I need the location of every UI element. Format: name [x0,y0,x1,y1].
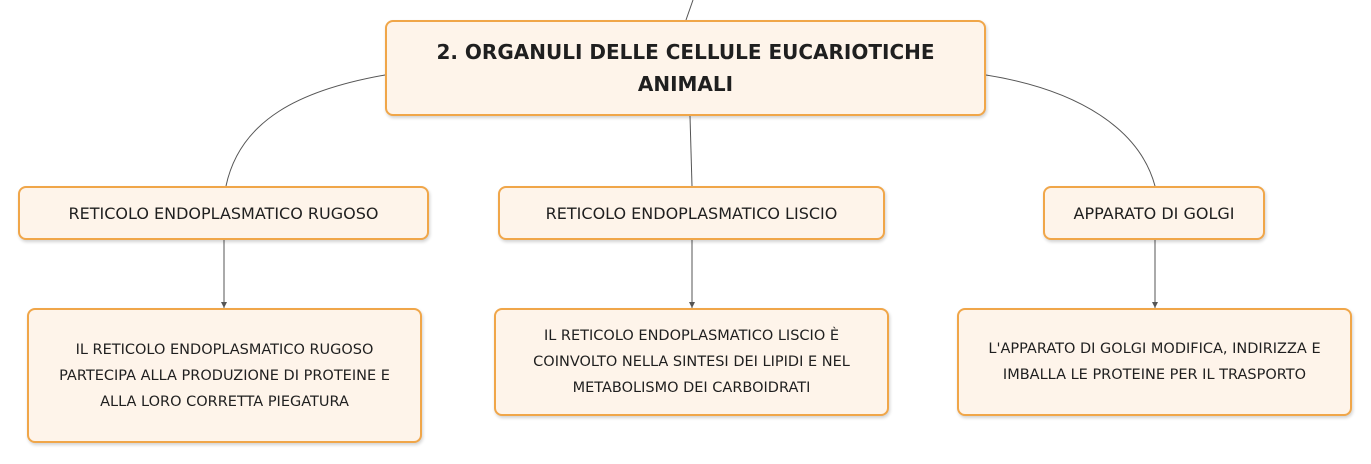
detail-line: L'APPARATO DI GOLGI MODIFICA, INDIRIZZA E [988,341,1321,357]
detail-line: COINVOLTO NELLA SINTESI DEI LIPIDI E NEL [533,354,850,370]
topic-reticolo-liscio[interactable] [498,186,885,240]
topic-apparato-golgi[interactable] [1043,186,1265,240]
topic-apparato-golgi-label: APPARATO DI GOLGI [1073,203,1235,223]
detail-line: METABOLISMO DEI CARBOIDRATI [572,380,811,396]
topic-reticolo-liscio-label: RETICOLO ENDOPLASMATICO LISCIO [545,203,838,223]
detail-reticolo-liscio[interactable] [494,308,889,416]
connector-parent-to-root [686,0,693,20]
topic-reticolo-rugoso-label: RETICOLO ENDOPLASMATICO RUGOSO [68,203,379,223]
detail-reticolo-rugoso[interactable] [27,308,422,443]
topic-reticolo-rugoso[interactable] [18,186,429,240]
detail-line: IL RETICOLO ENDOPLASMATICO RUGOSO [75,341,374,358]
root-topic-node[interactable] [385,20,986,116]
detail-line: IMBALLA LE PROTEINE PER IL TRASPORTO [1002,367,1307,383]
connector-root-to-rer [226,75,385,186]
connector-root-to-rel [690,116,692,186]
root-topic-line-1: 2. ORGANULI DELLE CELLULE EUCARIOTICHE [436,40,935,64]
detail-apparato-golgi[interactable] [957,308,1352,416]
detail-line: ALLA LORO CORRETTA PIEGATURA [100,393,349,410]
detail-line: IL RETICOLO ENDOPLASMATICO LISCIO È [543,328,840,344]
detail-line: PARTECIPA ALLA PRODUZIONE DI PROTEINE E [59,367,390,384]
root-topic-line-2: ANIMALI [637,72,734,96]
connector-root-to-golgi [986,75,1155,186]
